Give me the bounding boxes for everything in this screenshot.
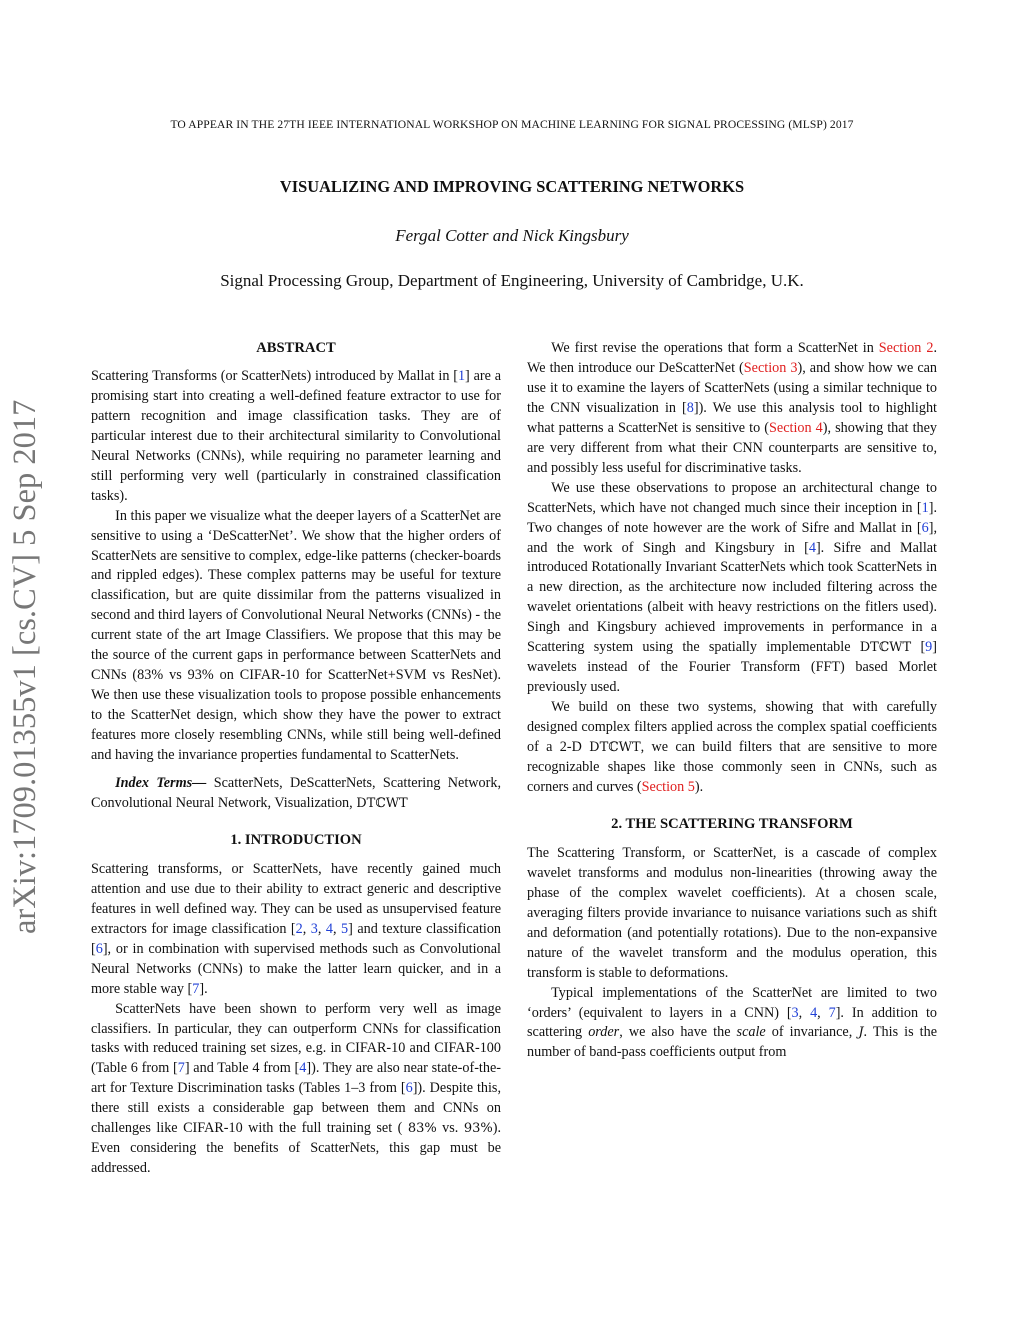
intro-paragraph-5: We build on these two systems, showing that with carefully designed complex filters applied across the complex spatial coefficients of a 2-D DTℂWT, we can build filters that are sensitive to more recognizable shapes like those commonly seen in CNNs, such as corners and curves (Section 5). [527, 699, 937, 795]
citation-link[interactable]: 6 [95, 940, 103, 957]
section-link[interactable]: Section 4 [769, 419, 823, 436]
intro-heading: 1. INTRODUCTION [230, 831, 362, 848]
left-column [91, 339, 501, 1179]
intro-paragraph-2: ScatterNets have been shown to perform very well as image classifiers. In particular, they can outperform CNNs for classification tasks with reduced training set sizes, e.g. in CIFAR-10 and CIFAR-100 (Table 6 from [7] and Table 4 from [4]). They are also near state-of-the-art for Texture Discrimination tasks (Tables 1–3 from [6]). Despite this, there still exists a considerable gap between them and CNNs on challenges like CIFAR-10 with the full training set ( 83% vs. 93%). Even considering the benefits of ScatterNets, this gap must be addressed. [91, 1000, 501, 1177]
citation-link[interactable]: 6 [405, 1080, 413, 1097]
citation-link[interactable]: 4 [325, 920, 333, 937]
paper-title: VISUALIZING AND IMPROVING SCATTERING NETWORKS [279, 177, 745, 196]
index-terms-label: Index Terms— [115, 775, 207, 792]
intro-paragraph-4: We use these observations to propose an architectural change to ScatterNets, which have not changed much since their inception in [1]. Two changes of note however are the work of Sifre and Mallat in [6], and the work of Singh and Kingsbury in [4]. Sifre and Mallat introduced Rotationally Invariant ScatterNets which took ScatterNets in a new direction, as the architecture now included filtering across the wavelet orientations (albeit with heavy restrictions on the fitlers used). Singh and Kingsbury achieved improvements in performance in a Scattering system using the spatially implementable DTℂWT [9] wavelets instead of the Fourier Transform (FFT) based Morlet previously used. [527, 479, 937, 696]
citation-link[interactable]: 6 [921, 519, 929, 536]
citation-link[interactable]: 3 [791, 1004, 799, 1021]
index-terms: Index Terms— ScatterNets, DeScatterNets, Scattering Network, Convolutional Neural Network, Visualization, DTℂWT [91, 775, 501, 811]
section-link[interactable]: Section 3 [743, 359, 798, 376]
scattering-paragraph-2: Typical implementations of the ScatterNet are limited to two ‘orders’ (equivalent to layers in a CNN) [3, 4, 7]. In addition to scattering order, we also have the scale of invariance, J. This is the number of band-pass coefficients output from [527, 984, 937, 1061]
section-link[interactable]: Section 2 [878, 340, 934, 356]
intro-paragraph-1: Scattering transforms, or ScatterNets, have recently gained much attention and use due to their ability to extract generic and descriptive features in well defined way. They can be used as unsupervised feature extractors for image classification [2, 3, 4, 5] and texture classification [6], or in combination with supervised methods such as Convolutional Neural Networks (CNNs) to make the latter learn quicker, and in a more stable way [7]. [91, 860, 502, 997]
citation-link[interactable]: 4 [299, 1060, 307, 1077]
venue-header: TO APPEAR IN THE 27TH IEEE INTERNATIONAL WORKSHOP ON MACHINE LEARNING FOR SIGNAL PROCESSING (MLSP) 2017 [170, 118, 854, 131]
arxiv-stamp: arXiv:1709.01355v1 [cs.CV] 5 Sep 2017 [7, 399, 43, 934]
citation-link[interactable]: 4 [808, 539, 816, 556]
citation-link[interactable]: 3 [310, 920, 318, 937]
section-link[interactable]: Section 5 [641, 778, 695, 795]
citation-link[interactable]: 1 [457, 367, 466, 384]
right-column [527, 339, 937, 1063]
citation-link[interactable]: 7 [828, 1004, 836, 1021]
citation-link[interactable]: 7 [177, 1060, 185, 1077]
citation-link[interactable]: 7 [192, 980, 200, 997]
citation-link[interactable]: 1 [921, 499, 929, 516]
citation-link[interactable]: 8 [686, 399, 694, 416]
citation-link[interactable]: 9 [925, 639, 933, 656]
abstract-paragraph-1: Scattering Transforms (or ScatterNets) introduced by Mallat in [1] are a promising start into creating a well-defined feature extractor to use for pattern recognition and image classification tasks. They are of particular interest due to their architectural similarity to Convolutional Neural Networks (CNNs), while requiring no parameter learning and still performing very well (particularly in constrained classification tasks). [91, 367, 502, 504]
authors: Fergal Cotter and Nick Kingsbury [395, 226, 629, 245]
citation-link[interactable]: 4 [810, 1004, 818, 1021]
abstract-heading: ABSTRACT [256, 340, 336, 356]
citation-link[interactable]: 2 [295, 920, 303, 937]
scattering-paragraph-1: The Scattering Transform, or ScatterNet, is a cascade of complex wavelet transforms and modulus non-linearities (throwing away the phase of the complex wavelet coefficients). At a chosen scale, averaging filters provide invariance to nuisance variations such as shift and deformation (and potentially rotations). Due to the non-expansive nature of the wavelet transform and the modulus operation, this transform is stable to deformations. [527, 844, 937, 981]
intro-paragraph-3: We first revise the operations that form a ScatterNet in Section 2. We then introduce our DeScatterNet (Section 3), and show how we can use it to examine the layers of ScatterNets (using a similar technique to the CNN visualization in [8]). We use this analysis tool to highlight what patterns a ScatterNet is sensitive to (Section 4), showing that they are very different from what their CNN counterparts are sensitive to, and possibly less useful for discriminative tasks. [527, 340, 938, 476]
abstract-paragraph-2: In this paper we visualize what the deeper layers of a ScatterNet are sensitive to using a ‘DeScatterNet’. We show that the higher orders of ScatterNets are sensitive to complex, edge-like patterns (checker-boards and rippled edges). These complex patterns may be useful for texture classification, but are quite dissimilar from the patterns visualized in second and third layers of Convolutional Neural Networks (CNNs) - the current state of the art Image Classifiers. We propose that this may be the source of the current gaps in performance between ScatterNets and CNNs (83% vs 93% on CIFAR-10 for ScatterNet+SVM vs ResNet). We then use these visualization tools to propose possible enhancements to the ScatterNet design, which show they have the power to extract features more closely resembling CNNs, while still being well-defined and having the invariance properties fundamental to ScatterNets. [91, 507, 501, 764]
affiliation: Signal Processing Group, Department of Engineering, University of Cambridge, U.K. [220, 271, 804, 290]
scattering-heading: 2. THE SCATTERING TRANSFORM [611, 815, 853, 832]
citation-link[interactable]: 5 [341, 920, 349, 937]
